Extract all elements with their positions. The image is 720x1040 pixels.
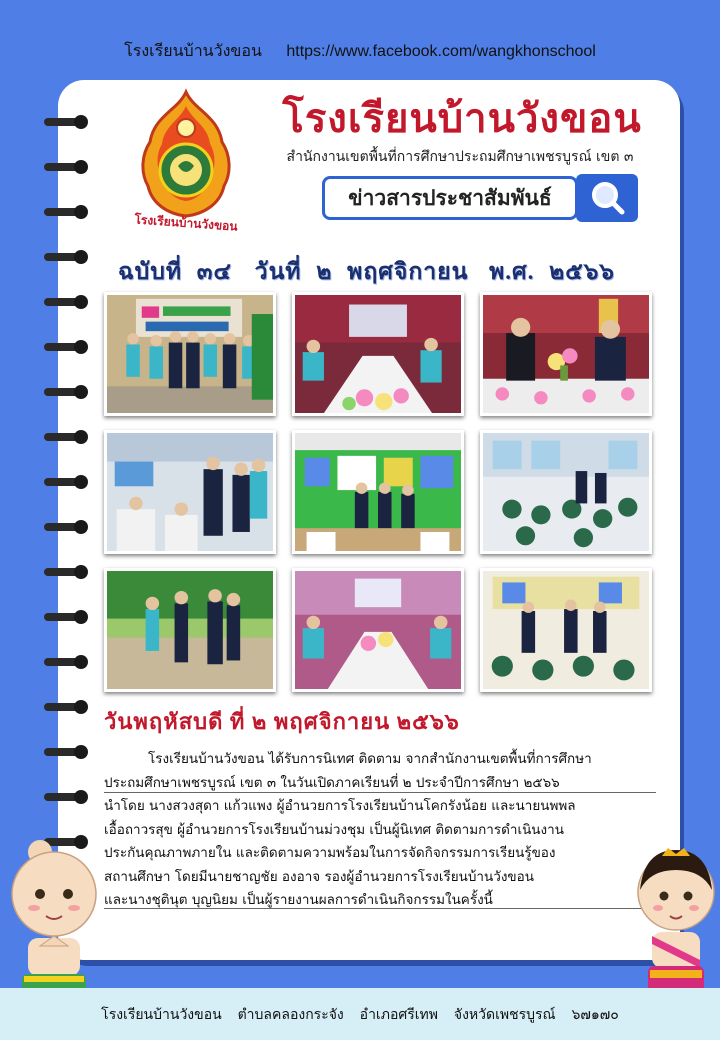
- spiral-ring: [44, 607, 94, 627]
- spiral-ring: [44, 112, 94, 132]
- issue-month: พฤศจิกายน: [347, 259, 469, 284]
- divider-line: [104, 792, 656, 793]
- issue-day: ๒: [316, 259, 333, 284]
- divider-line: [104, 908, 656, 909]
- article-line: และนางชุตินุต บุญนิยม เป็นผู้รายงานผลการดำเนินกิจกรรมในครั้งนี้: [104, 892, 493, 908]
- spiral-ring: [44, 472, 94, 492]
- article-body: [104, 748, 656, 913]
- page-title: โรงเรียนบ้านวังขอน: [282, 96, 642, 141]
- spiral-ring: [44, 382, 94, 402]
- spiral-ring: [44, 697, 94, 717]
- photo-walking-outdoors: [104, 568, 276, 692]
- photo-speakers-at-table: [480, 292, 652, 416]
- footer-subdistrict: ตำบลคลองกระจัง: [237, 1006, 344, 1022]
- section-label-box: ข่าวสารประชาสัมพันธ์: [322, 176, 578, 220]
- spiral-ring: [44, 787, 94, 807]
- photo-meeting-room-flowers-2: [292, 568, 464, 692]
- photo-students-at-desks: [480, 430, 652, 554]
- footer-postcode: ๖๗๑๗๐: [571, 1006, 619, 1022]
- photo-classroom-observation: [480, 568, 652, 692]
- photo-classroom-presentation: [292, 430, 464, 554]
- spiral-ring: [44, 427, 94, 447]
- article-line: ประถมศึกษาเพชรบูรณ์ เขต ๓ ในวันเปิดภาคเรียนที่ ๒ ประจำปีการศึกษา ๒๕๖๖: [104, 774, 560, 791]
- footer-school: โรงเรียนบ้านวังขอน: [101, 1006, 222, 1022]
- article-line: เอื้อถาวรสุข ผู้อำนวยการโรงเรียนบ้านม่วงชุม เป็นผู้นิเทศ ติดตามการดำเนินงาน: [104, 821, 564, 838]
- spiral-ring: [44, 652, 94, 672]
- footer-district: อำเภอศรีเทพ: [359, 1006, 438, 1022]
- article-line: นำโดย นางสวงสุดา แก้วแพง ผู้อำนวยการโรงเรียนบ้านโคกรังน้อย และนายนพพล: [104, 798, 576, 814]
- spiral-ring: [44, 292, 94, 312]
- spiral-ring: [44, 157, 94, 177]
- article-date-heading: วันพฤหัสบดี ที่ ๒ พฤศจิกายน ๒๕๖๖: [104, 709, 460, 734]
- article-line: สถานศึกษา โดยมีนายชาญชัย องอาจ รองผู้อำนวยการโรงเรียนบ้านวังขอน: [104, 868, 534, 885]
- issue-number-label: ฉบับที่: [118, 259, 183, 284]
- issue-era: พ.ศ.: [489, 259, 535, 284]
- issue-number: ๓๔: [196, 259, 232, 284]
- spiral-ring: [44, 562, 94, 582]
- school-logo: [132, 88, 240, 238]
- spiral-ring: [44, 202, 94, 222]
- search-button: [576, 174, 638, 222]
- photo-grid: [104, 292, 656, 694]
- photo-group-in-front-of-sign: [104, 292, 276, 416]
- photo-classroom-visit: [104, 430, 276, 554]
- facebook-link[interactable]: https://www.facebook.com/wangkhonschool: [286, 43, 596, 60]
- photo-meeting-room-flowers: [292, 292, 464, 416]
- spiral-ring: [44, 517, 94, 537]
- spiral-binding: [44, 112, 94, 912]
- footer-address: [0, 988, 720, 1040]
- education-office: สำนักงานเขตพื้นที่การศึกษาประถมศึกษาเพชรบูรณ์ เขต ๓: [286, 149, 634, 165]
- spiral-ring: [44, 742, 94, 762]
- issue-line: [118, 254, 638, 290]
- spiral-ring: [44, 337, 94, 357]
- article-line: โรงเรียนบ้านวังขอน ได้รับการนิเทศ ติดตาม จากสำนักงานเขตพื้นที่การศึกษา: [148, 751, 592, 767]
- header-bar: [0, 34, 720, 70]
- spiral-ring: [44, 247, 94, 267]
- issue-year: ๒๕๖๖: [549, 259, 615, 284]
- magnifier-icon: [576, 174, 638, 222]
- header-school-name: โรงเรียนบ้านวังขอน: [124, 43, 262, 60]
- logo-caption: โรงเรียนบ้านวังขอน: [134, 212, 239, 234]
- footer-province: จังหวัดเพชรบูรณ์: [453, 1006, 556, 1022]
- article-line: ประกันคุณภาพภายใน และติดตามความพร้อมในการจัดกิจกรรมการเรียนรู้ของ: [104, 845, 556, 861]
- issue-day-label: วันที่: [254, 259, 302, 284]
